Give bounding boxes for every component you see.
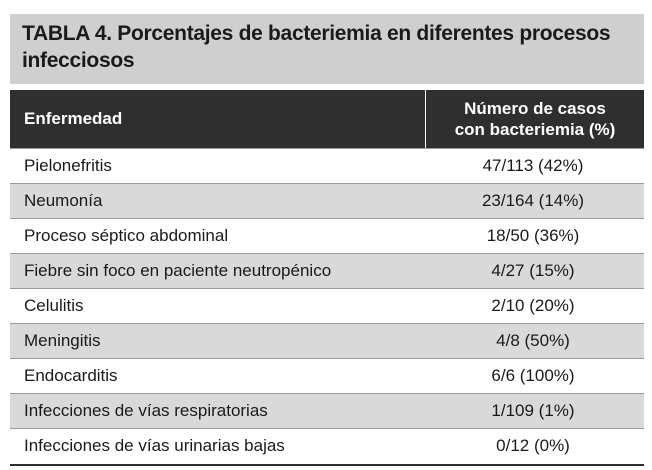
table-title-line-1: TABLA 4. Porcentajes de bacteriemia en diferentes procesos	[22, 22, 611, 45]
table-row	[10, 428, 644, 463]
disease-cell: Proceso séptico abdominal	[24, 226, 229, 245]
cases-cell: 47/113 (42%)	[482, 156, 584, 175]
table-row	[10, 253, 644, 288]
cases-cell: 6/6 (100%)	[491, 366, 575, 385]
header-cases	[426, 90, 644, 148]
table-header	[10, 90, 644, 148]
cases-cell: 1/109 (1%)	[491, 401, 575, 420]
disease-cell: Fiebre sin foco en paciente neutropénico	[24, 261, 332, 280]
cases-cell: 2/10 (20%)	[491, 296, 575, 315]
table-row	[10, 148, 644, 183]
disease-cell: Infecciones de vías urinarias bajas	[24, 436, 285, 455]
header-cases-line-1: Número de casos	[464, 99, 606, 118]
cases-cell: 4/27 (15%)	[491, 261, 575, 280]
disease-cell: Celulitis	[24, 296, 84, 315]
table-title-line-2: infecciosos	[22, 49, 135, 72]
cases-cell: 23/164 (14%)	[481, 191, 585, 210]
table-row	[10, 288, 644, 323]
bacteremia-table	[10, 90, 644, 463]
disease-cell: Infecciones de vías respiratorias	[24, 401, 268, 420]
table-row	[10, 218, 644, 253]
table-bottom-rule	[10, 464, 644, 466]
cases-cell: 18/50 (36%)	[486, 226, 580, 245]
table-title	[10, 14, 644, 84]
header-cases-line-2: con bacteriemia (%)	[454, 120, 616, 139]
cases-cell: 0/12 (0%)	[496, 436, 570, 455]
cases-cell: 4/8 (50%)	[496, 331, 570, 350]
disease-cell: Pielonefritis	[24, 156, 112, 175]
table-row	[10, 183, 644, 218]
header-disease: Enfermedad	[10, 90, 426, 148]
disease-cell: Meningitis	[24, 331, 101, 350]
table-row	[10, 358, 644, 393]
disease-cell: Neumonía	[24, 191, 103, 210]
disease-cell: Endocarditis	[24, 366, 118, 385]
table-row	[10, 393, 644, 428]
table-row	[10, 323, 644, 358]
